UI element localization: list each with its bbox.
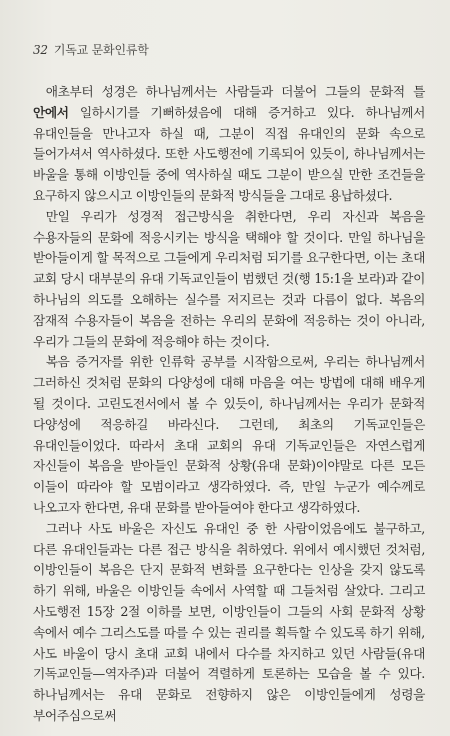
paragraph-3: 복음 증거자를 위한 인류학 공부를 시작함으로써, 우리는 하나님께서 그러하신 것처럼 문화의 다양성에 대해 마음을 여는 방법에 대해 배우게 될 것이다. 고린도전서에서 볼 수 있듯이, 하나님께서는 우리가 문화적 다양성에 적응하길 바라신다. 그런데, 최초의 기독교인들은 유대인들이었다. 따라서 초대 교회의 유대 기독교인들은 자연스럽게 자신들이 복음을 받아들인 문화적 상황(유대 문화)이야말로 다른 모든 이들이 따라야 할 모범이라고 생각하였다. 즉, 만일 누군가 예수께로 나오고자 한다면, 유대 문화를 받아들여야 한다고 생각하였다. [33,354,425,515]
page-number: 32 [33,43,48,57]
paragraph-1-end: 일하시기를 기뻐하셨음에 대해 증거하고 있다. 하나님께서 유대인들을 만나고자 하실 때, 그분이 직접 유대인의 문화 속으로 들어가셔서 역사하셨다. 또한 사도행전에 기록되어 있듯이, 하나님께서는 바울을 통해 이방인들 중에 역사하실 때도 그분이 받으실 만한 조건들을 요구하지 않으시고 이방인들의 문화적 방식들을 그대로 용납하셨다. [33,104,425,203]
running-header [33,41,149,58]
book-title: 기독교 문화인류학 [53,43,149,57]
paragraph-2: 만일 우리가 성경적 접근방식을 취한다면, 우리 자신과 복음을 수용자들의 문화에 적응시키는 방식을 택해야 할 것이다. 만일 하나님을 받아들이게 할 목적으로 그들에게 우리처럼 되기를 요구한다면, 이는 초대 교회 당시 대부분의 유대 기독교인들이 범했던 것(행 15:1을 보라)과 같이 하나님의 의도를 오해하는 실수를 저지르는 것과 다름이 없다. 복음의 잠재적 수용자들이 복음을 전하는 우리의 문화에 적응하는 것이 아니라, 우리가 그들의 문화에 적응해야 하는 것이다. [33,208,425,349]
body-text [33,82,425,727]
paragraph-4: 그러나 사도 바울은 자신도 유대인 중 한 사람이었음에도 불구하고, 다른 유대인들과는 다른 접근 방식을 취하였다. 위에서 예시했던 것처럼, 이방인들이 복음은 단지 문화적 변화를 요구한다는 인상을 갖지 않도록 하기 위해, 바울은 이방인들 속에서 사역할 때 그들처럼 살았다. 그리고 사도행전 15장 2절 이하를 보면, 이방인들이 그들의 사회 문화적 상황 속에서 예수 그리스도를 따를 수 있는 권리를 획득할 수 있도록 하기 위해, 사도 바울이 당시 초대 교회 내에서 다수를 차지하고 있던 사람들(유대 기독교인들—역자주)과 더불어 격렬하게 토론하는 모습을 볼 수 있다. 하나님께서는 유대 문화로 전향하지 않은 이방인들에게 성령을 부어주심으로써 [33,520,425,723]
paragraph-1 [33,82,425,207]
paragraph-1-emphasis: 안에서 [33,104,69,120]
paragraph-1-start: 애초부터 성경은 하나님께서는 사람들과 더불어 그들의 문화적 틀 [45,84,425,99]
